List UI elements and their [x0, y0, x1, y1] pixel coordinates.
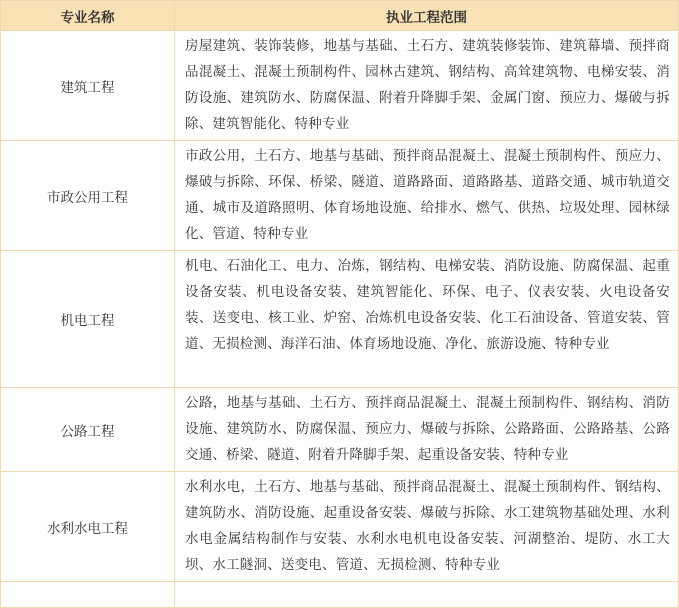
- specialty-name-cell: 市政公用工程: [1, 141, 175, 251]
- table-header-row: [1, 1, 679, 31]
- practice-scope-cell: 房屋建筑、装饰装修，地基与基础、土石方、建筑装修装饰、建筑幕墙、预拌商品混凝土、混凝土预制构件、园林古建筑、钢结构、高耸建筑物、电梯安装、消防设施、建筑防水、防腐保温、附着升降脚手架、金属门窗、预应力、爆破与拆除、建筑智能化、特种专业: [175, 31, 679, 141]
- header-practice-scope: 执业工程范围: [175, 1, 679, 31]
- header-specialty-name: 专业名称: [1, 1, 175, 31]
- practice-scope-cell: 机电、石油化工、电力、冶炼，钢结构、电梯安装、消防设施、防腐保温、起重设备安装、机电设备安装、建筑智能化、环保、电子、仪表安装、火电设备安装、送变电、核工业、炉窑、冶炼机电设备安装、化工石油设备、管道安装、管道、无损检测、海洋石油、体育场地设施、净化、旅游设施、特种专业: [175, 251, 679, 388]
- specialty-name-cell-empty: [1, 582, 175, 608]
- practice-scope-cell: 市政公用，土石方、地基与基础、预拌商品混凝土、混凝土预制构件、预应力、爆破与拆除、环保、桥梁、隧道、道路路面、道路路基、道路交通、城市轨道交通、城市及道路照明、体育场地设施、给排水、燃气、供热、垃圾处理、园林绿化、管道、特种专业: [175, 141, 679, 251]
- specialty-name-cell: 公路工程: [1, 388, 175, 472]
- practice-scope-cell: 公路，地基与基础、土石方、预拌商品混凝土、混凝土预制构件、钢结构、消防设施、建筑防水、防腐保温、预应力、爆破与拆除、公路路面、公路路基、公路交通、桥梁、隧道、附着升降脚手架、起重设备安装、特种专业: [175, 388, 679, 472]
- practice-scope-cell: 水利水电，土石方、地基与基础、预拌商品混凝土、混凝土预制构件、钢结构、建筑防水、消防设施、起重设备安装、爆破与拆除、水工建筑物基础处理、水利水电金属结构制作与安装、水利水电机电设备安装、河湖整治、堤防、水工大坝、水工隧洞、送变电、管道、无损检测、特种专业: [175, 472, 679, 582]
- table-row: [1, 388, 679, 472]
- specialty-name-cell: 水利水电工程: [1, 472, 175, 582]
- specialty-name-cell: 机电工程: [1, 251, 175, 388]
- table-row-partial: [1, 582, 679, 608]
- table-row: [1, 141, 679, 251]
- table-row: [1, 472, 679, 582]
- practice-scope-cell-empty: [175, 582, 679, 608]
- specialty-name-cell: 建筑工程: [1, 31, 175, 141]
- table-row: [1, 251, 679, 388]
- table-row: [1, 31, 679, 141]
